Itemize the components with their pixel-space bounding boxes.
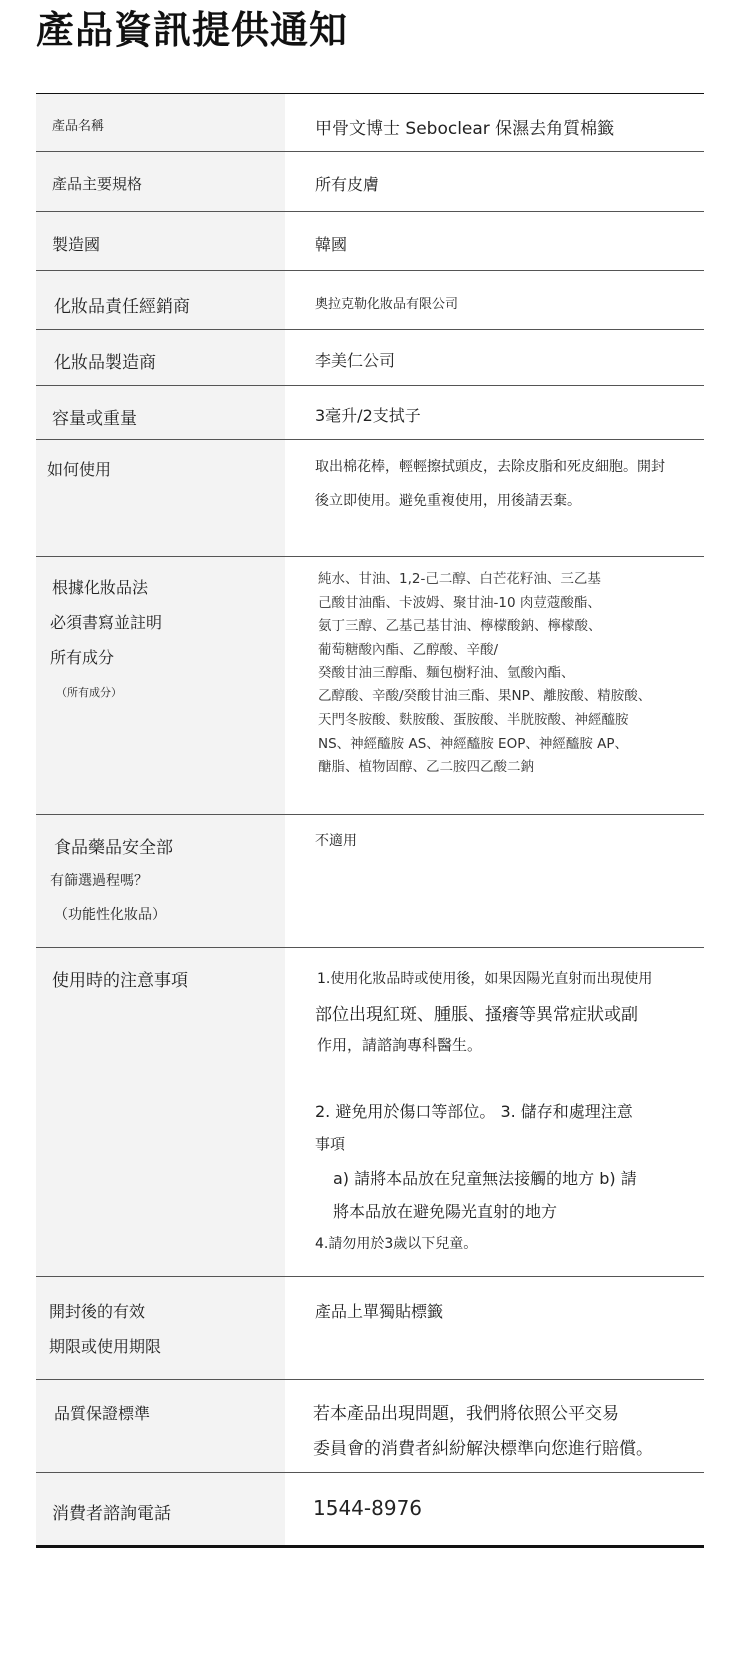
- usage-label: 如何使用: [47, 460, 112, 479]
- volume-label: 容量或重量: [52, 409, 137, 429]
- distributor-label: 化妝品責任經銷商: [54, 297, 190, 317]
- phone-label: 消費者諮詢電話: [52, 1504, 171, 1524]
- row-product-spec: [36, 152, 704, 212]
- ingredient-line: 葡萄糖酸內酯、乙醇酸、辛酸/: [318, 642, 499, 658]
- row-caution: [36, 948, 704, 1277]
- page-title: 產品資訊提供通知: [36, 8, 349, 52]
- row-phone: [36, 1473, 704, 1548]
- expiry-label-line: 開封後的有效: [49, 1302, 146, 1321]
- ingredient-line: 純水、甘油、1,2-己二醇、白芒花籽油、三乙基: [318, 571, 601, 587]
- phone-value: 1544-8976: [313, 1496, 423, 1520]
- ingredient-line: NS、神經醯胺 AS、神經醯胺 EOP、神經醯胺 AP、: [318, 736, 629, 752]
- ingredient-line: 醣脂、植物固醇、乙二胺四乙酸二鈉: [318, 759, 534, 775]
- caution-line: 作用，請諮詢專科醫生。: [317, 1036, 483, 1054]
- row-expiry: [36, 1277, 704, 1380]
- quality-line: 若本產品出現問題，我們將依照公平交易: [313, 1404, 619, 1424]
- distributor-value: 奧拉克勒化妝品有限公司: [315, 297, 459, 312]
- caution-label: 使用時的注意事項: [52, 971, 188, 991]
- caution-line: 1.使用化妝品時或使用後，如果因陽光直射而出現使用: [317, 971, 653, 987]
- quality-line: 委員會的消費者糾紛解決標準向您進行賠償。: [313, 1439, 653, 1459]
- expiry-value: 產品上單獨貼標籤: [315, 1302, 444, 1321]
- caution-line: 4.請勿用於3歲以下兒童。: [315, 1236, 478, 1252]
- ingredient-line: 氨丁三醇、乙基己基甘油、檸檬酸鈉、檸檬酸、: [318, 618, 602, 634]
- ingredient-line: 癸酸甘油三醇酯、麵包樹籽油、氫酸內酯、: [318, 665, 575, 681]
- country-label: 製造國: [52, 235, 101, 254]
- product-name-label: 產品名稱: [52, 119, 105, 134]
- row-mfds: [36, 815, 704, 948]
- product-spec-value: 所有皮膚: [315, 175, 380, 194]
- caution-line: 部位出現紅斑、腫脹、搔癢等異常症狀或副: [315, 1005, 638, 1025]
- volume-value: 3毫升/2支拭子: [315, 406, 421, 425]
- row-quality: [36, 1380, 704, 1473]
- ingredients-label-line: 必須書寫並註明: [50, 613, 163, 632]
- row-manufacturer: [36, 330, 704, 386]
- quality-label: 品質保證標準: [54, 1404, 151, 1423]
- caution-line: 2. 避免用於傷口等部位。 3. 儲存和處理注意: [315, 1102, 633, 1121]
- usage-line: 取出棉花棒，輕輕擦拭頭皮，去除皮脂和死皮細胞。開封: [315, 459, 665, 475]
- usage-line: 後立即使用。避免重複使用，用後請丟棄。: [315, 493, 581, 509]
- caution-line: 將本品放在避免陽光直射的地方: [333, 1202, 558, 1221]
- ingredients-label-line: 所有成分: [50, 648, 115, 667]
- manufacturer-value: 李美仁公司: [315, 351, 396, 370]
- ingredient-line: 乙醇酸、辛酸/癸酸甘油三酯、果NP、離胺酸、精胺酸、: [318, 688, 652, 704]
- expiry-label-line: 期限或使用期限: [49, 1337, 162, 1356]
- row-ingredients: [36, 557, 704, 815]
- mfds-label-line: 食品藥品安全部: [54, 838, 173, 858]
- mfds-value: 不適用: [315, 833, 357, 849]
- ingredient-line: 己酸甘油酯、卡波姆、聚甘油-10 肉荳蔻酸酯、: [318, 595, 601, 611]
- row-distributor: [36, 271, 704, 330]
- product-spec-label: 產品主要規格: [52, 175, 143, 193]
- row-product-name: [36, 94, 704, 152]
- mfds-label-line: （功能性化妝品）: [54, 907, 166, 923]
- mfds-label-line: 有篩選過程嗎？: [50, 873, 148, 889]
- caution-line: a) 請將本品放在兒童無法接觸的地方 b) 請: [333, 1169, 637, 1188]
- ingredients-label-line: 根據化妝品法: [52, 578, 149, 597]
- ingredients-label-note: （所有成分）: [56, 686, 122, 699]
- product-name-value: 甲骨文博士 Seboclear 保濕去角質棉籤: [315, 119, 615, 139]
- caution-line: 事項: [315, 1135, 346, 1153]
- manufacturer-label: 化妝品製造商: [54, 353, 156, 373]
- country-value: 韓國: [315, 235, 348, 254]
- row-country: [36, 212, 704, 271]
- row-usage: [36, 440, 704, 557]
- row-volume: [36, 386, 704, 440]
- ingredient-line: 天門冬胺酸、麩胺酸、蛋胺酸、半胱胺酸、神經醯胺: [318, 712, 629, 728]
